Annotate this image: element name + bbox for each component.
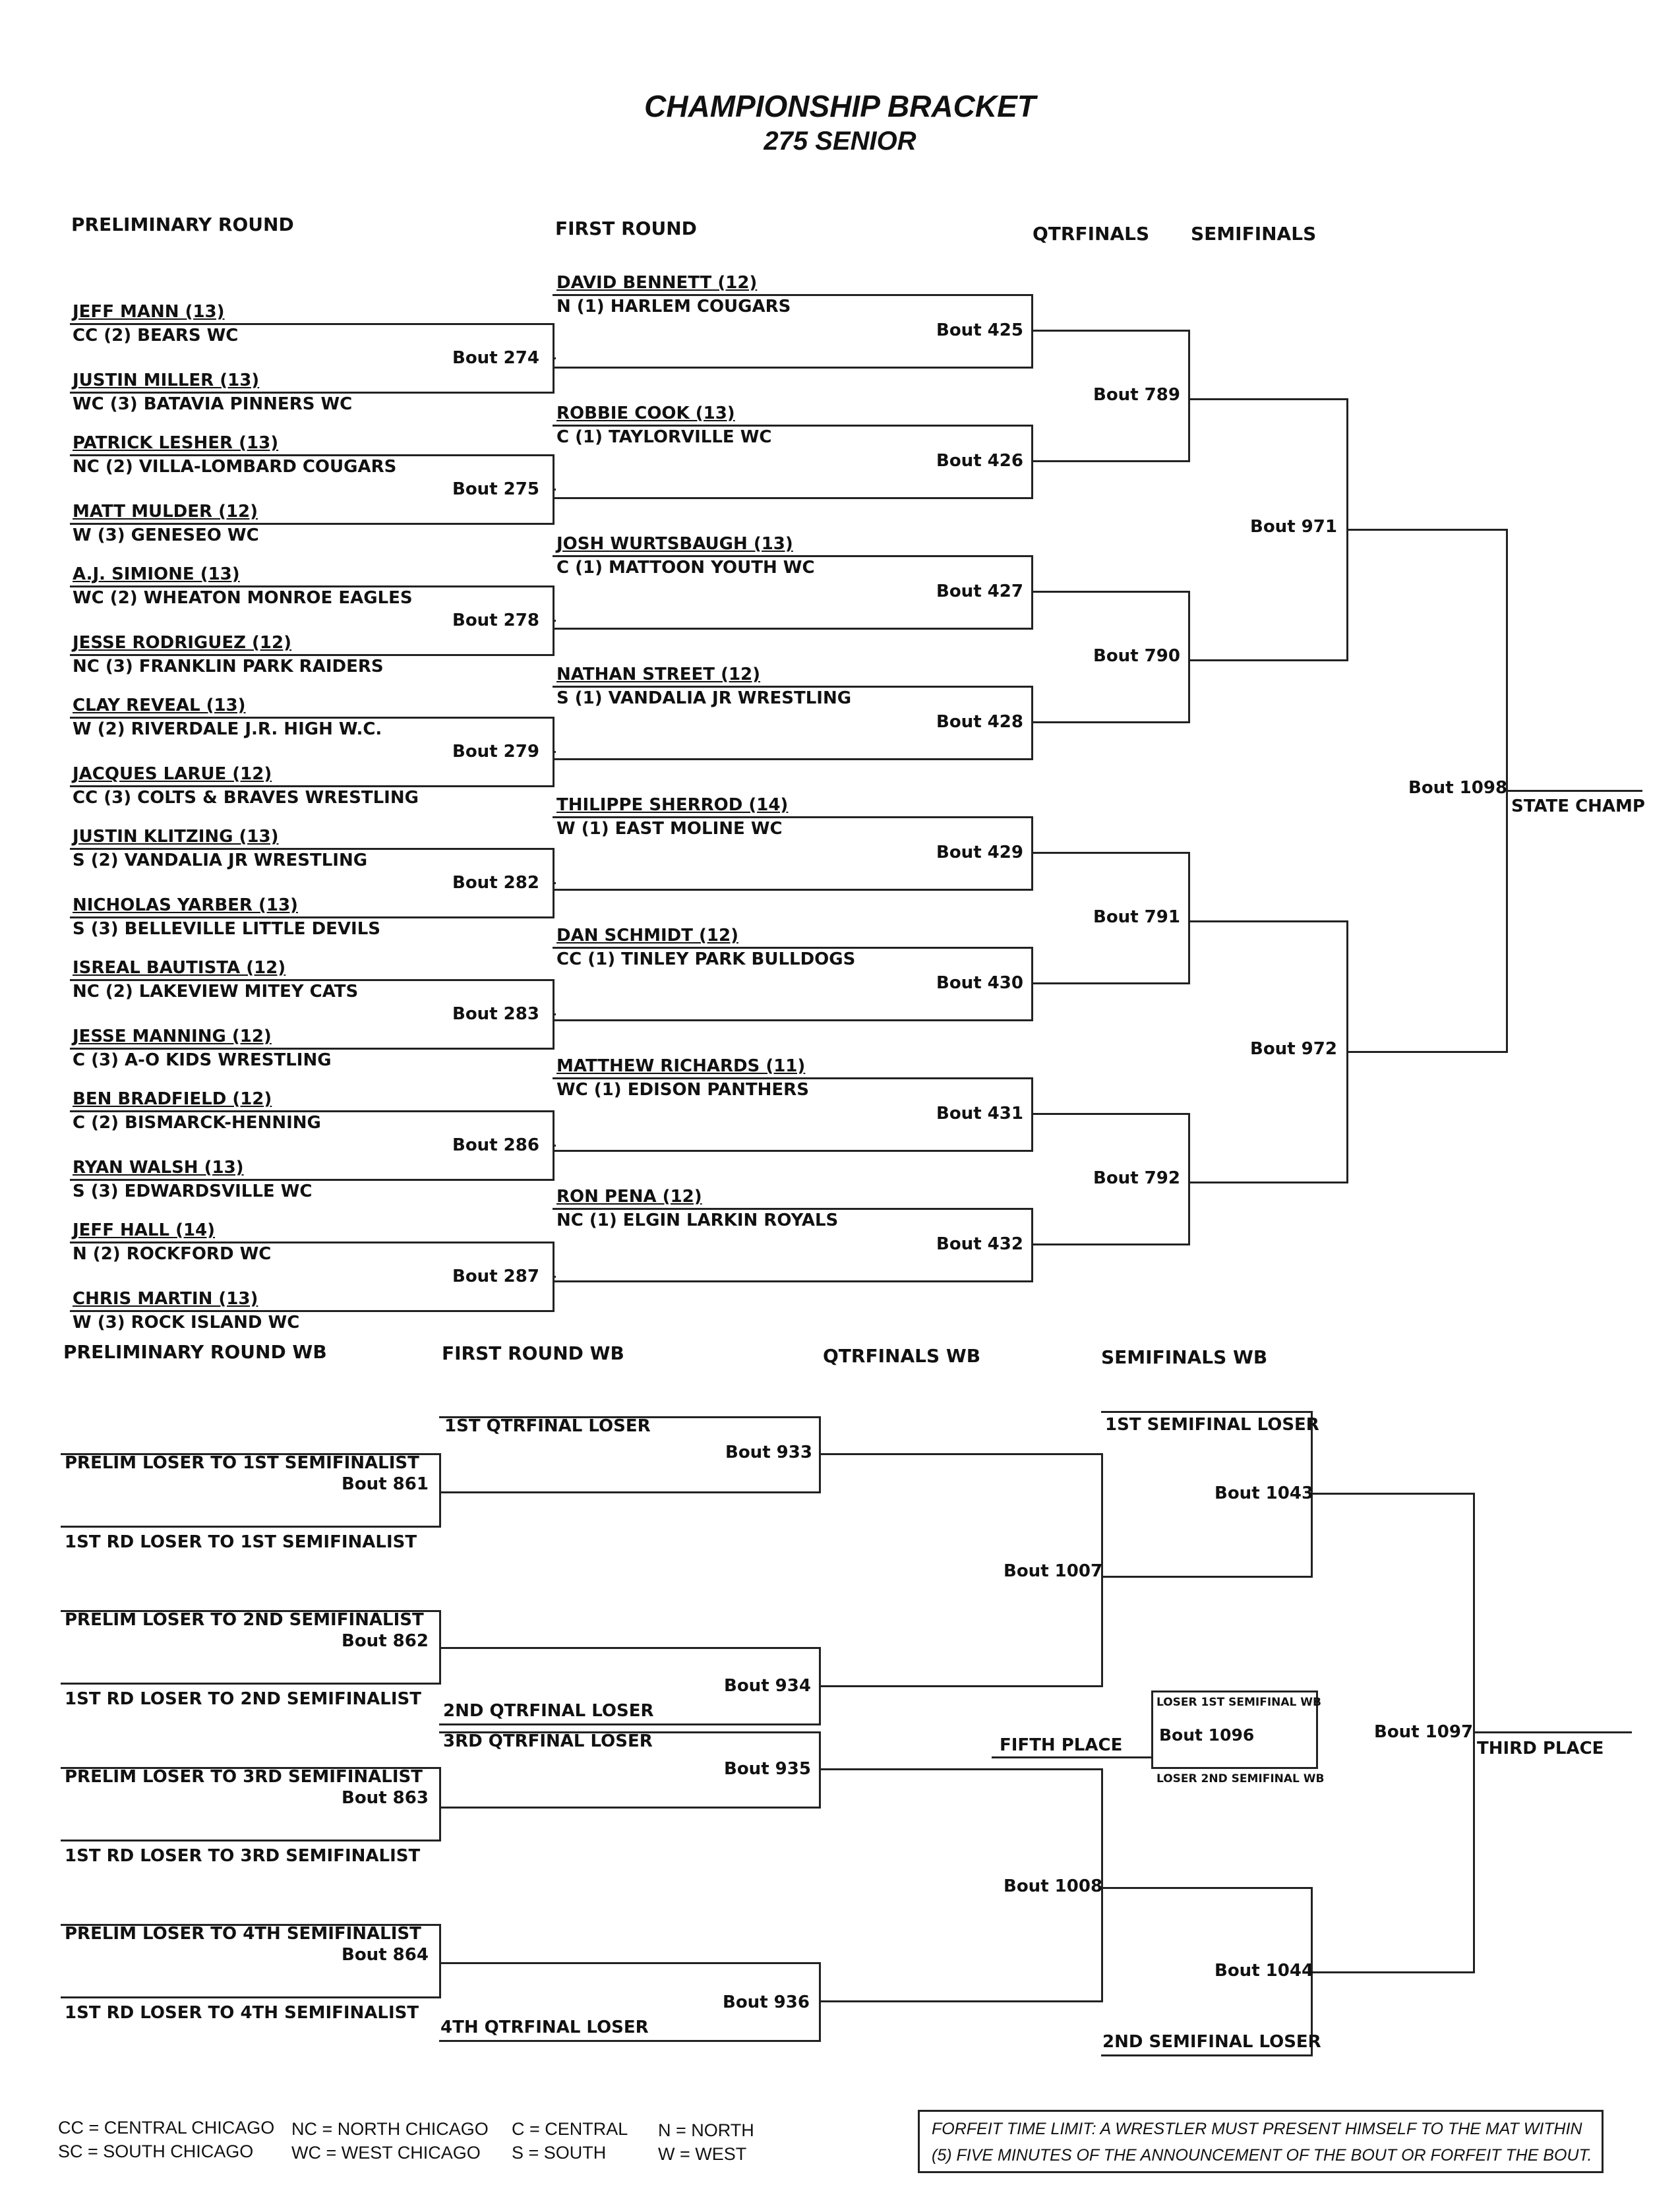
first-line-top [553,947,1033,949]
wb-prelim-line-bottom [61,1840,441,1841]
legend-sc: SC = SOUTH CHICAGO [58,2141,254,2161]
prelim-line-bottom [70,523,555,525]
header-qtrfinals: QTRFINALS [1033,223,1150,245]
header-first-round: FIRST ROUND [555,218,697,239]
page-title: CHAMPIONSHIP BRACKET [644,89,1036,123]
qtr-line-bottom [1031,1243,1190,1245]
wrestler-team: NC (3) FRANKLIN PARK RAIDERS [73,657,384,676]
prelim-line-bottom [70,785,555,787]
prelim-output [553,1013,556,1015]
wb-third-line [1311,1971,1475,1973]
header-prelim: PRELIMINARY ROUND [71,214,294,235]
qtr-connector [1188,1113,1190,1245]
bout-label: Bout 935 [724,1759,811,1779]
bout-label: Bout 427 [936,582,1023,601]
bout-label: Bout 789 [1093,385,1180,405]
wb-slot-label: PRELIM LOSER TO 3RD SEMIFINALIST [65,1767,423,1787]
first-line-top [553,1077,1033,1079]
wrestler-name: THILIPPE SHERROD (14) [556,795,789,815]
prelim-line-bottom [70,916,555,918]
wrestler-team: S (1) VANDALIA JR WRESTLING [556,688,852,708]
wb-first-line [439,1807,821,1809]
third-place-line [1473,1731,1632,1733]
bout-label: Bout 1098 [1408,778,1508,798]
wrestler-name: BEN BRADFIELD (12) [73,1089,272,1109]
bout-label: Bout 279 [452,742,539,762]
wrestler-name: NATHAN STREET (12) [556,665,761,684]
bout-label: Bout 430 [936,973,1023,993]
wb-slot-label: 1ST RD LOSER TO 2ND SEMIFINALIST [65,1689,421,1709]
first-line-top [553,686,1033,688]
wb-first-line [439,1723,821,1725]
first-line-top [553,816,1033,818]
wrestler-team: CC (2) BEARS WC [73,326,239,345]
wb-qtr-loser-label: 4TH QTRFINAL LOSER [440,2018,649,2037]
wrestler-team: C (2) BISMARCK-HENNING [73,1113,321,1133]
bout-label: Bout 933 [725,1443,812,1462]
prelim-output [553,882,556,884]
qtr-line-top [1031,852,1190,854]
wrestler-name: A.J. SIMIONE (13) [73,564,240,584]
legend-n: N = NORTH [658,2120,754,2140]
semi-line-bottom [1188,659,1348,661]
bout-label: Bout 282 [452,873,539,893]
wrestler-name: MATTHEW RICHARDS (11) [556,1056,806,1076]
wrestler-team: NC (2) LAKEVIEW MITEY CATS [73,982,359,1002]
wrestler-team: W (3) ROCK ISLAND WC [73,1313,300,1332]
wb-prelim-line-bottom [61,1526,441,1528]
legend-wc: WC = WEST CHICAGO [291,2143,481,2163]
wb-first-line [439,1962,821,1964]
bout-label: Bout 429 [936,843,1023,862]
legend-w: W = WEST [658,2144,747,2164]
semi-line-top [1188,920,1348,922]
wrestler-name: JESSE MANNING (12) [73,1027,272,1046]
final-line-top [1346,529,1508,531]
wrestler-team: W (3) GENESEO WC [73,525,259,545]
prelim-line-bottom [70,1048,555,1050]
bout-label: Bout 287 [452,1267,539,1286]
legend-c: C = CENTRAL [512,2119,628,2139]
bout-label: Bout 790 [1093,646,1180,666]
qtr-line-bottom [1031,721,1190,723]
prelim-line-top [70,979,555,981]
prelim-line-bottom [70,1179,555,1181]
qtr-line-top [1031,1113,1190,1115]
bout-label: Bout 432 [936,1234,1023,1254]
wrestler-team: W (2) RIVERDALE J.R. HIGH W.C. [73,719,382,739]
prelim-line-bottom [70,1310,555,1312]
fifth-place-line [992,1756,1153,1758]
prelim-line-top [70,1242,555,1243]
wrestler-team: C (3) A-O KIDS WRESTLING [73,1050,332,1070]
bout-label: Bout 274 [452,348,539,368]
wrestler-name: JEFF MANN (13) [73,302,225,322]
forfeit-line-2: (5) FIVE MINUTES OF THE ANNOUNCEMENT OF THE BOUT OR FORFEIT THE BOUT. [932,2146,1592,2165]
wrestler-name: JACQUES LARUE (12) [73,764,272,784]
first-line-top [553,1208,1033,1210]
third-place-label: THIRD PLACE [1477,1739,1604,1758]
wrestler-name: JESSE RODRIGUEZ (12) [73,633,291,653]
wrestler-team: CC (1) TINLEY PARK BULLDOGS [556,949,856,969]
bout-label: Bout 275 [452,479,539,499]
wb-slot-label: PRELIM LOSER TO 4TH SEMIFINALIST [65,1924,421,1944]
wb-slot-label: 1ST RD LOSER TO 3RD SEMIFINALIST [65,1846,421,1866]
prelim-line-bottom [70,654,555,656]
prelim-output [553,620,556,622]
state-champ-label: STATE CHAMP [1511,796,1645,816]
bout-label: Bout 426 [936,451,1023,471]
bout-label: Bout 863 [342,1788,429,1808]
prelim-line-top [70,585,555,587]
wrestler-team: NC (1) ELGIN LARKIN ROYALS [556,1211,839,1230]
prelim-line-top [70,848,555,850]
wrestler-name: JOSH WURTSBAUGH (13) [556,534,793,554]
first-line-bottom [553,1150,1033,1152]
wrestler-name: RYAN WALSH (13) [73,1158,244,1178]
header-semifinals: SEMIFINALS [1191,223,1317,245]
first-line-top [553,425,1033,427]
header-prelim-wb: PRELIMINARY ROUND WB [63,1341,327,1363]
wrestler-team: CC (3) COLTS & BRAVES WRESTLING [73,788,419,808]
bout-label: Bout 428 [936,712,1023,732]
first-line-top [553,294,1033,296]
bout-label: Bout 792 [1093,1168,1180,1188]
legend-cc: CC = CENTRAL CHICAGO [58,2118,275,2138]
wrestler-name: CHRIS MARTIN (13) [73,1289,258,1309]
wb-slot-label: 1ST RD LOSER TO 1ST SEMIFINALIST [65,1532,417,1552]
first-line-bottom [553,628,1033,630]
wb-semi-loser-label: 2ND SEMIFINAL LOSER [1102,2032,1321,2052]
wb-semi-line [1101,2054,1313,2056]
header-semifinals-wb: SEMIFINALS WB [1101,1346,1268,1368]
prelim-line-top [70,323,555,325]
first-line-bottom [553,367,1033,369]
bout-label: Bout 1008 [1004,1876,1103,1896]
wb-qtr-loser-label: 2ND QTRFINAL LOSER [443,1701,654,1721]
prelim-line-top [70,454,555,456]
bout-label: Bout 936 [723,1992,810,2012]
bout-label: Bout 283 [452,1004,539,1024]
bout-label: Bout 971 [1250,517,1337,537]
bout-label: Bout 425 [936,320,1023,340]
wrestler-name: PATRICK LESHER (13) [73,433,279,453]
first-line-bottom [553,889,1033,891]
wb-semi-line [1101,1411,1313,1413]
wb-slot-label: PRELIM LOSER TO 2ND SEMIFINALIST [65,1610,424,1630]
bout-label: Bout 286 [452,1135,539,1155]
bout-label: Bout 862 [342,1631,429,1651]
wb-third-line [1311,1493,1475,1495]
first-line-top [553,555,1033,557]
qtr-line-bottom [1031,460,1190,462]
wrestler-team: C (1) TAYLORVILLE WC [556,427,772,447]
qtr-line-bottom [1031,982,1190,984]
qtr-connector [1188,591,1190,723]
wb-qtr-line [819,1685,1103,1687]
prelim-output [553,751,556,753]
wb-qtr-line [819,1453,1103,1455]
prelim-output [553,357,556,359]
wrestler-team: N (2) ROCKFORD WC [73,1244,272,1264]
bout-label: Bout 791 [1093,907,1180,927]
first-line-bottom [553,758,1033,760]
fifth-line [1151,1767,1318,1769]
wrestler-name: RON PENA (12) [556,1187,702,1207]
legend-nc: NC = NORTH CHICAGO [291,2119,489,2139]
qtr-line-top [1031,330,1190,332]
header-qtrfinals-wb: QTRFINALS WB [823,1345,981,1367]
wrestler-team: S (3) BELLEVILLE LITTLE DEVILS [73,919,381,939]
wb-semi-line [1101,1887,1313,1889]
wb-qtr-loser-label: 3RD QTRFINAL LOSER [443,1731,653,1751]
legend-s: S = SOUTH [512,2143,607,2163]
state-champ-line [1506,790,1642,792]
qtr-connector [1188,330,1190,462]
bout-label: Bout 1044 [1215,1961,1314,1981]
wrestler-name: DAVID BENNETT (12) [556,273,758,293]
first-line-bottom [553,497,1033,499]
prelim-output [553,1145,556,1147]
wb-prelim-line-bottom [61,1996,441,1998]
qtr-connector [1188,852,1190,984]
wb-qtr-line [819,1768,1103,1770]
wrestler-name: DAN SCHMIDT (12) [556,926,738,945]
wb-slot-label: PRELIM LOSER TO 1ST SEMIFINALIST [65,1453,419,1473]
wb-qtr-line [819,2000,1103,2002]
prelim-output [553,1276,556,1278]
semi-line-top [1188,398,1348,400]
wb-qtr-loser-label: 1ST QTRFINAL LOSER [444,1416,651,1436]
bout-label: Bout 431 [936,1104,1023,1123]
wrestler-team: S (3) EDWARDSVILLE WC [73,1182,313,1201]
first-line-bottom [553,1280,1033,1282]
first-line-bottom [553,1019,1033,1021]
fifth-line [1151,1691,1318,1692]
wrestler-team: W (1) EAST MOLINE WC [556,819,783,839]
bout-label: Bout 864 [342,1945,429,1965]
wb-semi-loser-label: 1ST SEMIFINAL LOSER [1105,1415,1319,1435]
header-first-round-wb: FIRST ROUND WB [442,1342,624,1364]
prelim-output [553,489,556,491]
wb-first-line [439,2040,821,2042]
bout-label: Bout 1043 [1215,1483,1314,1503]
bout-label: Bout 861 [342,1474,429,1494]
bout-label: Bout 934 [724,1676,811,1696]
wrestler-team: WC (3) BATAVIA PINNERS WC [73,394,353,414]
wb-prelim-connector [439,1453,441,1528]
wrestler-name: ROBBIE COOK (13) [556,404,735,423]
bout-label: Bout 1097 [1374,1722,1474,1742]
final-line-bottom [1346,1051,1508,1053]
wrestler-name: JEFF HALL (14) [73,1220,216,1240]
prelim-line-top [70,717,555,719]
fifth-bout-label: Bout 1096 [1159,1725,1255,1745]
wrestler-name: JUSTIN KLITZING (13) [73,827,279,847]
semi-line-bottom [1188,1182,1348,1183]
bout-label: Bout 972 [1250,1039,1337,1059]
wrestler-name: ISREAL BAUTISTA (12) [73,958,286,978]
fifth-place-label: FIFTH PLACE [1000,1735,1123,1755]
forfeit-notice [918,2110,1604,2173]
wb-prelim-connector [439,1924,441,1998]
wrestler-name: MATT MULDER (12) [73,502,258,522]
wb-prelim-connector [439,1767,441,1841]
forfeit-line-1: FORFEIT TIME LIMIT: A WRESTLER MUST PRESENT HIMSELF TO THE MAT WITHIN [932,2120,1582,2138]
wrestler-name: NICHOLAS YARBER (13) [73,895,298,915]
wrestler-name: CLAY REVEAL (13) [73,696,246,715]
prelim-line-top [70,1110,555,1112]
wrestler-team: N (1) HARLEM COUGARS [556,297,791,316]
wrestler-team: C (1) MATTOON YOUTH WC [556,558,815,578]
wrestler-team: WC (1) EDISON PANTHERS [556,1080,809,1100]
wb-slot-label: 1ST RD LOSER TO 4TH SEMIFINALIST [65,2003,419,2023]
wrestler-name: JUSTIN MILLER (13) [73,371,260,390]
bout-label: Bout 278 [452,611,539,630]
qtr-line-top [1031,591,1190,593]
wrestler-team: S (2) VANDALIA JR WRESTLING [73,851,368,870]
wrestler-team: NC (2) VILLA-LOMBARD COUGARS [73,457,397,477]
wb-prelim-line-bottom [61,1683,441,1685]
wb-semi-line [1101,1576,1313,1578]
loser-1st-semi-wb-label: LOSER 1ST SEMIFINAL WB [1156,1696,1322,1709]
prelim-line-bottom [70,392,555,394]
wrestler-team: WC (2) WHEATON MONROE EAGLES [73,588,413,608]
page-subtitle: 275 SENIOR [764,127,916,156]
wb-first-line [439,1647,821,1649]
wb-first-line [439,1491,821,1493]
bout-label: Bout 1007 [1004,1561,1103,1581]
loser-2nd-semi-wb-label: LOSER 2ND SEMIFINAL WB [1156,1772,1325,1785]
